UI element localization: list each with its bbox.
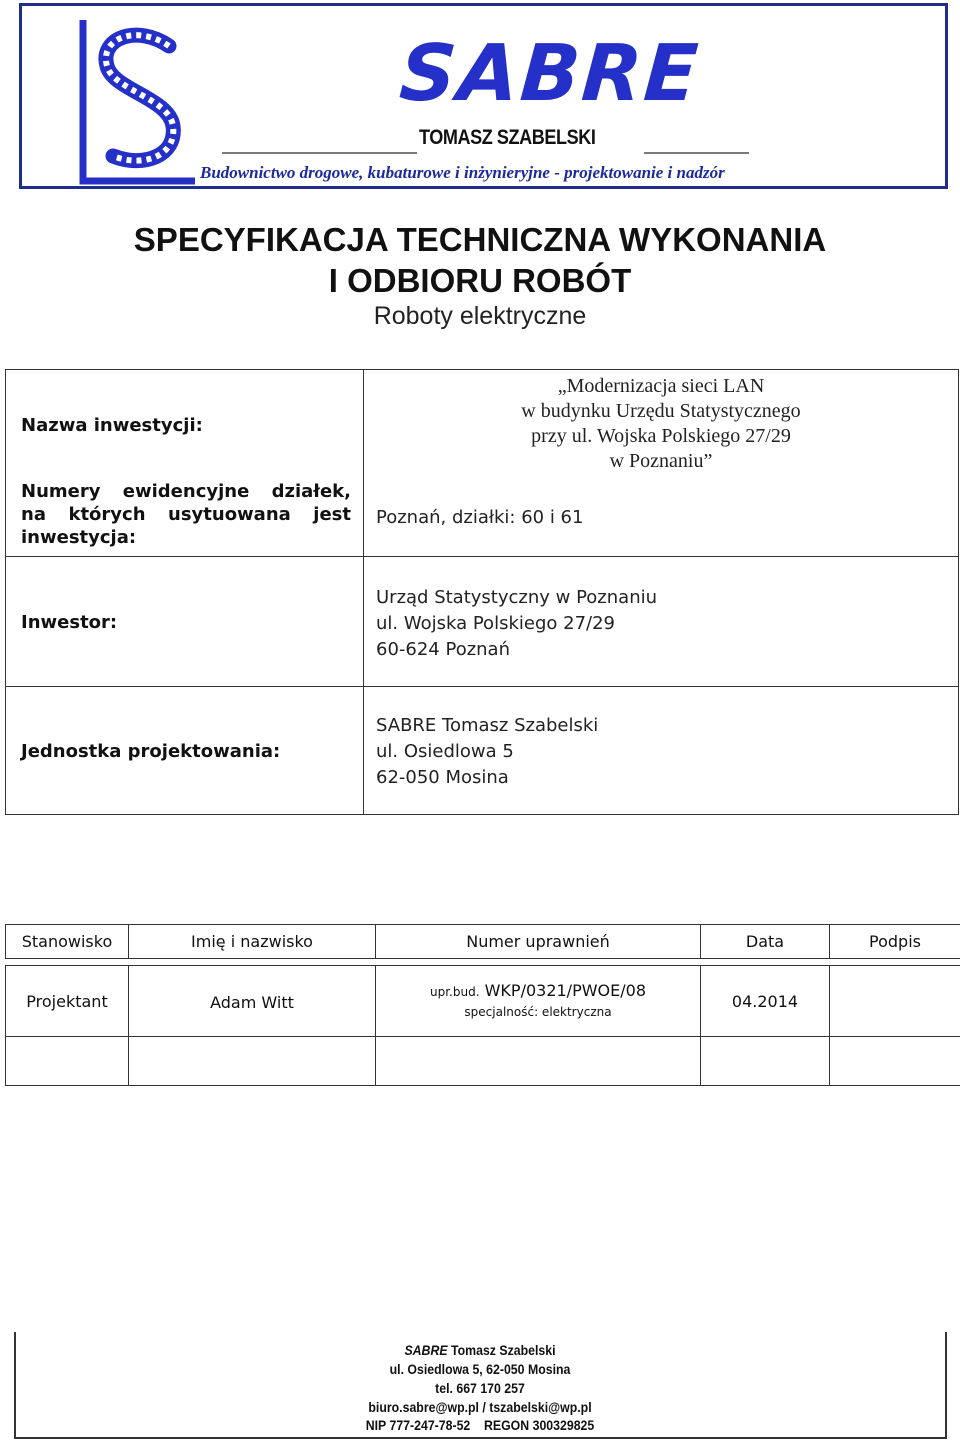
- logo-owner-name: TOMASZ SZABELSKI: [419, 126, 596, 149]
- signature-table: [5, 924, 960, 1086]
- investment-line: przy ul. Wojska Polskiego 27/29: [531, 425, 791, 447]
- row-divider-1: [6, 556, 958, 557]
- investment-name-value: [364, 374, 958, 474]
- license-specialty: specjalność: elektryczna: [464, 1004, 612, 1019]
- investment-name-label: Nazwa inwestycji:: [21, 415, 203, 436]
- header-name: Imię i nazwisko: [129, 925, 376, 959]
- investment-info-table: [5, 369, 959, 815]
- cell-date: 04.2014: [701, 966, 830, 1037]
- investor-label: Inwestor:: [21, 612, 118, 633]
- design-unit-label: Jednostka projektowania:: [21, 741, 281, 762]
- plot-numbers-label: Numery ewidencyjne działek, na których usytuowana jest inwestycja:: [21, 481, 351, 548]
- table-spacer: [6, 959, 960, 966]
- signature-table-header: [6, 925, 960, 959]
- header-date: Data: [701, 925, 830, 959]
- brand-wordmark: SABRE: [396, 29, 703, 119]
- footer-company: SABRE Tomasz Szabelski: [404, 1342, 556, 1358]
- investment-line: w Poznaniu”: [609, 450, 713, 472]
- document-title-line2: I ODBIORU ROBÓT: [328, 262, 632, 299]
- license-number: WKP/0321/PWOE/08: [484, 980, 646, 1000]
- footer-address: ul. Osiedlowa 5, 62-050 Mosina: [389, 1361, 571, 1377]
- cell-position: Projektant: [6, 966, 129, 1037]
- footer-border-left: [14, 1332, 16, 1437]
- sabre-s-logo-icon: [77, 16, 202, 186]
- investment-line: „Modernizacja sieci LAN: [557, 375, 765, 397]
- investor-value: Urząd Statystyczny w Poznaniu ul. Wojska Polskiego 27/29 60-624 Poznań: [376, 587, 658, 660]
- investment-line: w budynku Urzędu Statystycznego: [521, 400, 801, 422]
- logo-divider-left: [222, 152, 417, 154]
- header-license: Numer uprawnień: [376, 925, 701, 959]
- row-divider-2: [6, 686, 958, 687]
- design-unit-value: SABRE Tomasz Szabelski ul. Osiedlowa 5 62-050 Mosina: [376, 715, 599, 788]
- footer-border-bottom: [14, 1437, 947, 1439]
- cell-name: Adam Witt: [129, 966, 376, 1037]
- plot-numbers-value: Poznań, działki: 60 i 61: [376, 507, 584, 528]
- company-logo-banner: [19, 3, 948, 189]
- table-row-empty: [6, 1037, 960, 1086]
- cell-license: [376, 966, 701, 1037]
- footer-border-right: [945, 1332, 947, 1437]
- cell-signature: [830, 966, 960, 1037]
- footer-emails: biuro.sabre@wp.pl / tszabelski@wp.pl: [368, 1399, 592, 1415]
- header-signature: Podpis: [830, 925, 960, 959]
- license-prefix: upr.bud.: [429, 984, 480, 999]
- header-position: Stanowisko: [6, 925, 129, 959]
- footer-tax-ids: NIP 777-247-78-52 REGON 300329825: [365, 1417, 595, 1433]
- table-row: [6, 966, 960, 1037]
- logo-divider-right: [644, 152, 749, 154]
- logo-tagline: Budownictwo drogowe, kubaturowe i inżynieryjne - projektowanie i nadzór: [200, 163, 725, 182]
- footer-phone: tel. 667 170 257: [435, 1380, 525, 1396]
- document-subtitle: Roboty elektryczne: [373, 302, 587, 330]
- document-title-line1: SPECYFIKACJA TECHNICZNA WYKONANIA: [133, 221, 827, 258]
